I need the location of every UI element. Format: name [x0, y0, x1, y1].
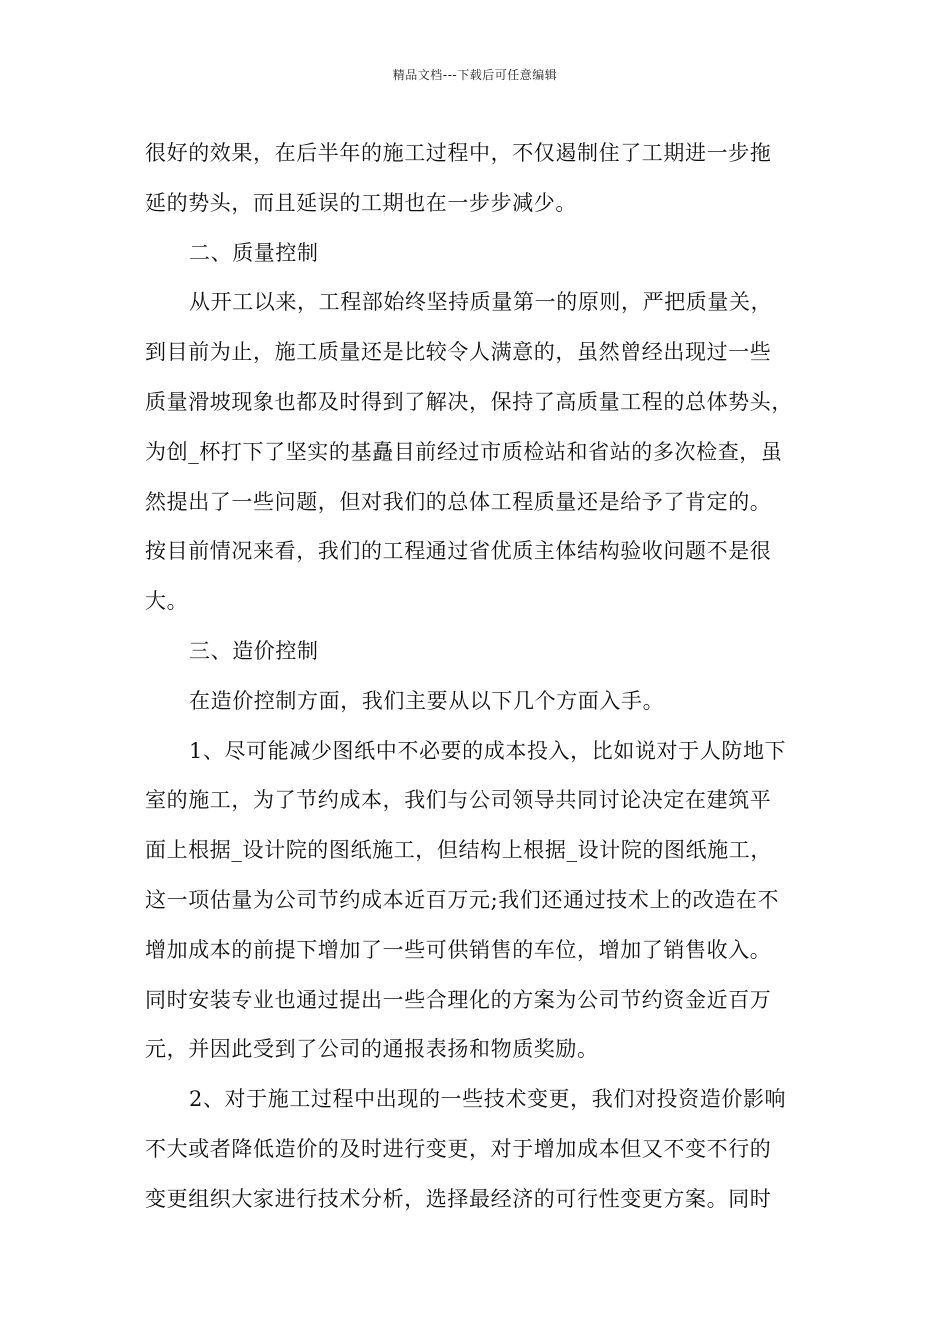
- text-line: 为创_杯打下了坚实的基矗目前经过市质检站和省站的多次检查，虽: [145, 439, 783, 464]
- text-line: 这一项估量为公司节约成本近百万元;我们还通过技术上的改造在不: [145, 887, 780, 912]
- text-line: 到目前为止，施工质量还是比较令人满意的，虽然曾经出现过一些: [145, 340, 772, 365]
- text-line: 按目前情况来看，我们的工程通过省优质主体结构验收问题不是很: [145, 539, 772, 564]
- text-line: 增加成本的前提下增加了一些可供销售的车位，增加了销售收入。: [145, 937, 772, 962]
- document-body: [145, 129, 817, 1225]
- text-line: 元，并因此受到了公司的通报表扬和物质奖励。: [145, 1037, 599, 1062]
- text-line: 从开工以来，工程部始终坚持质量第一的原则，严把质量关，: [189, 290, 773, 315]
- text-line: 在造价控制方面，我们主要从以下几个方面入手。: [189, 688, 665, 713]
- text-line: 延的势头，而且延误的工期也在一步步减少。: [145, 190, 577, 215]
- text-line: 不大或者降低造价的及时进行变更，对于增加成本但又不变不行的: [145, 1136, 772, 1161]
- text-line: 同时安装专业也通过提出一些合理化的方案为公司节约资金近百万: [145, 987, 772, 1012]
- text-line: 质量滑坡现象也都及时得到了解决，保持了高质量工程的总体势头，: [145, 389, 793, 414]
- text-line: 然提出了一些问题，但对我们的总体工程质量还是给予了肯定的。: [145, 489, 772, 514]
- text-line: 面上根据_设计院的图纸施工，但结构上根据_设计院的图纸施工，: [145, 838, 772, 863]
- page-header: 精品文档---下载后可任意编辑: [392, 68, 558, 82]
- text-line: 变更组织大家进行技术分析，选择最经济的可行性变更方案。同时: [145, 1186, 772, 1211]
- text-line: 2、对于施工过程中出现的一些技术变更，我们对投资造价影响: [189, 1087, 787, 1112]
- text-line: 三、造价控制: [189, 638, 319, 663]
- text-line: 很好的效果，在后半年的施工过程中，不仅遏制住了工期进一步拖: [145, 141, 772, 165]
- text-line: 室的施工，为了节约成本，我们与公司领导共同讨论决定在建筑平: [145, 788, 772, 813]
- text-line: 大。: [145, 589, 189, 614]
- text-line: 二、质量控制: [189, 240, 319, 265]
- text-line: 1、尽可能减少图纸中不必要的成本投入，比如说对于人防地下: [189, 738, 787, 763]
